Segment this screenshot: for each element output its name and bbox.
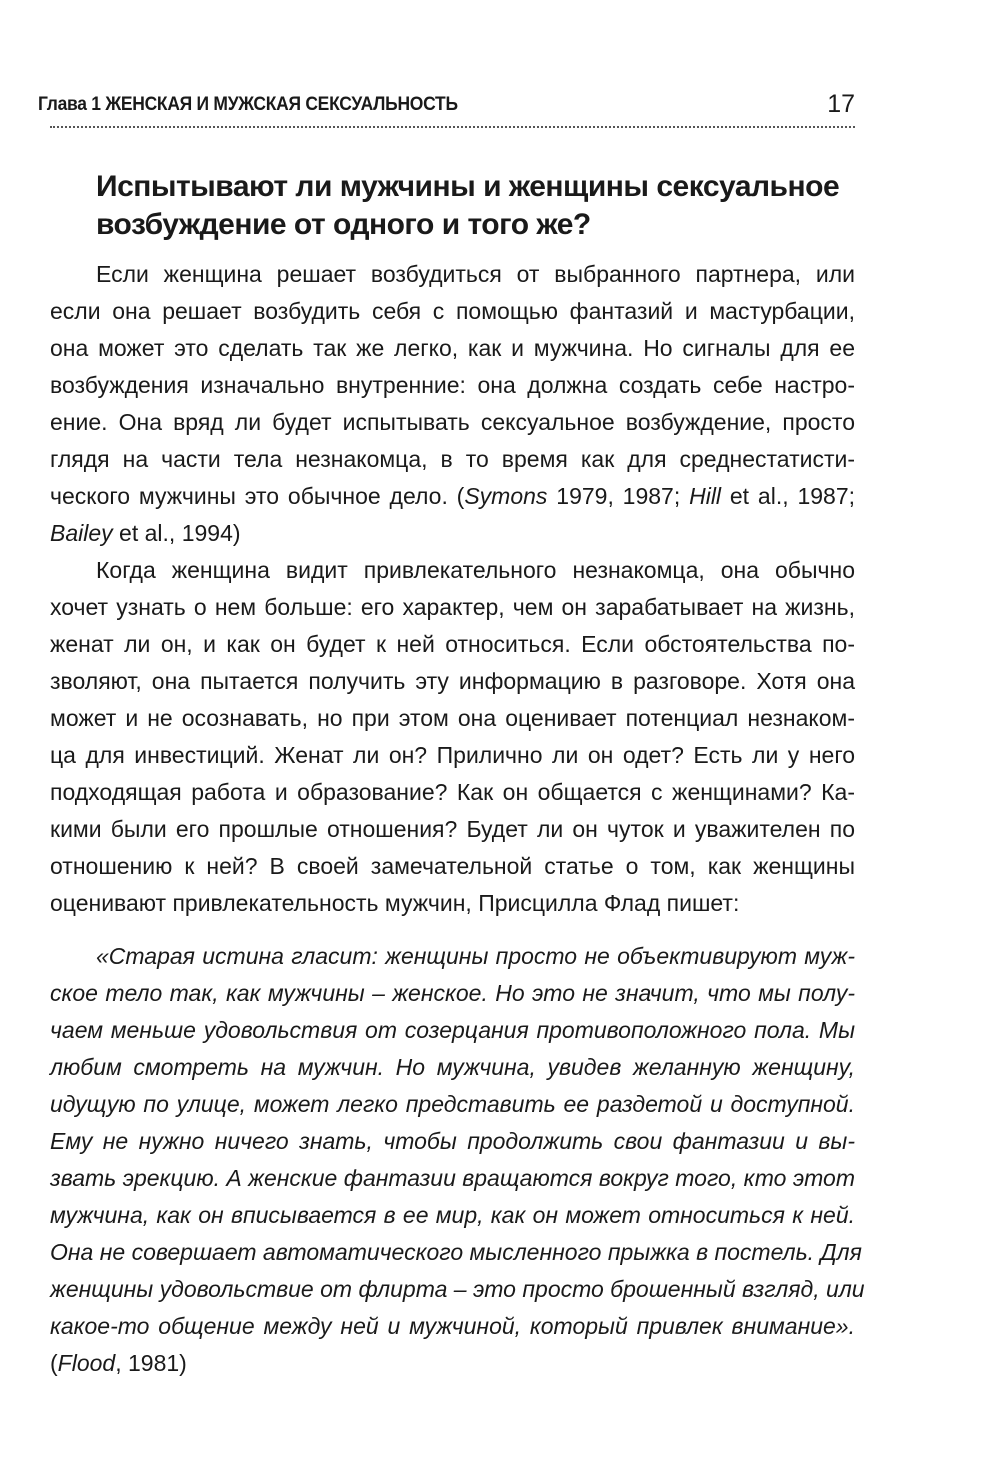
paragraph-2-line-1: Когда женщина видит привлекательного незнакомца, она обычно	[96, 557, 855, 583]
quote-citation	[50, 1345, 855, 1381]
citation-author-flood: Flood	[57, 1350, 116, 1376]
paragraph-2-line-8: кими были его прошлые отношения? Будет ли он чуток и уважителен по	[50, 816, 855, 842]
citation-rest-bailey: et al., 1994)	[112, 520, 241, 546]
paragraph-1-line-8	[50, 515, 855, 551]
paragraph-2-line-9: отношению к ней? В своей замечательной статье о том, как женщины	[50, 853, 855, 879]
citation-rest-hill: et al., 1987;	[721, 483, 856, 509]
section-heading-line-1: Испытывают ли мужчины и женщины сексуальное	[96, 170, 840, 203]
paragraph-2-line-3: женат ли он, и как он будет к ней относиться. Если обстоятельства по-	[50, 631, 855, 657]
paragraph-1-line-2: если она решает возбудить себя с помощью фантазий и мастурбации,	[50, 298, 855, 324]
quote-citation-rest: , 1981)	[115, 1350, 187, 1376]
quote-line-2: ское тело так, как мужчины – женское. Но это не значит, что мы полу-	[50, 980, 855, 1006]
quote-line-10: женщины удовольствие от флирта – это просто брошенный взгляд, или	[50, 1276, 865, 1302]
quote-line-3: чаем меньше удовольствия от созерцания противоположного пола. Мы	[50, 1017, 855, 1043]
paragraph-1-line-3: она может это сделать так же легко, как и мужчина. Но сигналы для ее	[50, 335, 855, 361]
quote-line-8: мужчина, как он вписывается в ее мир, как он может относиться к ней.	[50, 1202, 855, 1228]
paragraph-1-line-1: Если женщина решает возбудиться от выбранного партнера, или	[96, 261, 855, 287]
quote-line-9: Она не совершает автоматического мысленного прыжка в постель. Для	[50, 1239, 862, 1265]
paragraph-1-line-7	[50, 478, 855, 514]
citation-author-hill: Hill	[689, 483, 722, 509]
section-heading	[96, 168, 856, 244]
paragraph-2-line-2: хочет узнать о нем больше: его характер, чем он зарабатывает на жизнь,	[50, 594, 855, 620]
citation-author-bailey: Bailey	[50, 520, 113, 546]
section-heading-line-2: возбуждение от одного и того же?	[96, 208, 591, 241]
paragraph-1-line-7-text: ческого мужчины это обычное дело. (	[50, 483, 465, 509]
paragraph-2-line-5: может и не осознавать, но при этом она оценивает потенциал незнаком-	[50, 705, 855, 731]
citation-author-symons: Symons	[464, 483, 548, 509]
paragraph-1-line-4: возбуждения изначально внутренние: она должна создать себе настро-	[50, 372, 855, 398]
paragraph-1-line-6: глядя на части тела незнакомца, в то время как для среднестатисти-	[50, 446, 855, 472]
paragraph-2-line-6: ца для инвестиций. Женат ли он? Прилично ли он одет? Есть ли у него	[50, 742, 855, 768]
quote-line-7: звать эрекцию. А женские фантазии вращаются вокруг того, кто этот	[50, 1165, 855, 1191]
paragraph-2-line-10: оценивают привлекательность мужчин, Присцилла Флад пишет:	[50, 890, 740, 916]
running-header	[38, 88, 855, 128]
page-number: 17	[827, 90, 855, 118]
paragraph-2-line-4: зволяют, она пытается получить эту информацию в разговоре. Хотя она	[50, 668, 855, 694]
quote-line-1: «Старая истина гласит: женщины просто не объективируют муж-	[96, 943, 855, 969]
quote-citation-open: (	[50, 1350, 58, 1376]
book-page	[38, 0, 865, 1469]
quote-line-4: любим смотреть на мужчин. Но мужчина, увидев желанную женщину,	[50, 1054, 855, 1080]
citation-years-symons: 1979, 1987;	[547, 483, 690, 509]
paragraph-1-line-5: ение. Она вряд ли будет испытывать сексуальное возбуждение, просто	[50, 409, 855, 435]
quote-line-6: Ему не нужно ничего знать, чтобы продолжить свои фантазии и вы-	[50, 1128, 855, 1154]
chapter-title: Глава 1 ЖЕНСКАЯ И МУЖСКАЯ СЕКСУАЛЬНОСТЬ	[38, 94, 458, 115]
quote-line-5: идущую по улице, может легко представить ее раздетой и доступной.	[50, 1091, 855, 1117]
quote-line-11: какое-то общение между ней и мужчиной, который привлек внимание».	[50, 1313, 855, 1339]
paragraph-2-line-7: подходящая работа и образование? Как он общается с женщинами? Ка-	[50, 779, 855, 805]
